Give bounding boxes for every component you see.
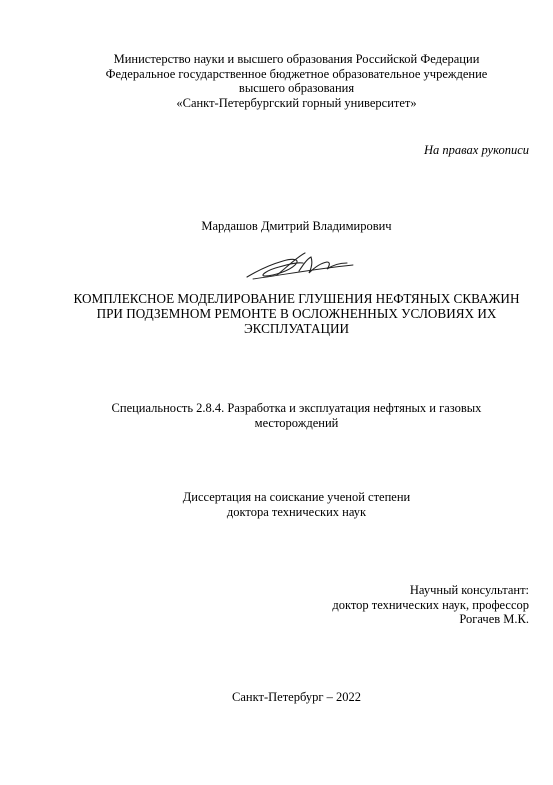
advisor-credentials: доктор технических наук, профессор <box>332 597 529 612</box>
ministry-line: Министерство науки и высшего образования Российской Федерации <box>113 52 480 66</box>
education-level-line: высшего образования <box>238 81 355 95</box>
specialty <box>40 401 553 430</box>
author-name-text: Мардашов Дмитрий Владимирович <box>201 219 392 233</box>
advisor-label: Научный консультант: <box>409 583 529 597</box>
degree-line-2: доктора технических наук <box>226 504 367 519</box>
city-year-text: Санкт-Петербург – 2022 <box>232 690 361 704</box>
university-name-line: «Санкт-Петербургский горный университет» <box>176 95 417 110</box>
author-name <box>40 219 553 234</box>
degree-statement <box>40 490 553 519</box>
city-year <box>40 690 553 705</box>
title-line-1: КОМПЛЕКСНОЕ МОДЕЛИРОВАНИЕ ГЛУШЕНИЯ НЕФТЯНЫХ СКВАЖИН <box>73 291 520 306</box>
dissertation-title <box>40 291 553 336</box>
institution-header <box>40 52 553 110</box>
institution-type-line: Федеральное государственное бюджетное образовательное учреждение <box>105 66 488 81</box>
title-line-3: ЭКСПЛУАТАЦИИ <box>243 321 350 336</box>
specialty-line-2: месторождений <box>254 415 339 430</box>
title-line-2: ПРИ ПОДЗЕМНОМ РЕМОНТЕ В ОСЛОЖНЕННЫХ УСЛОВИЯХ ИХ <box>96 306 497 321</box>
manuscript-rights-note: На правах рукописи <box>424 143 529 157</box>
advisor-name: Рогачев М.К. <box>459 612 529 626</box>
degree-line-1: Диссертация на соискание ученой степени <box>182 490 411 504</box>
specialty-line-1: Специальность 2.8.4. Разработка и эксплуатация нефтяных и газовых <box>111 401 482 415</box>
scientific-advisor <box>332 583 529 627</box>
signature-image <box>243 249 358 283</box>
